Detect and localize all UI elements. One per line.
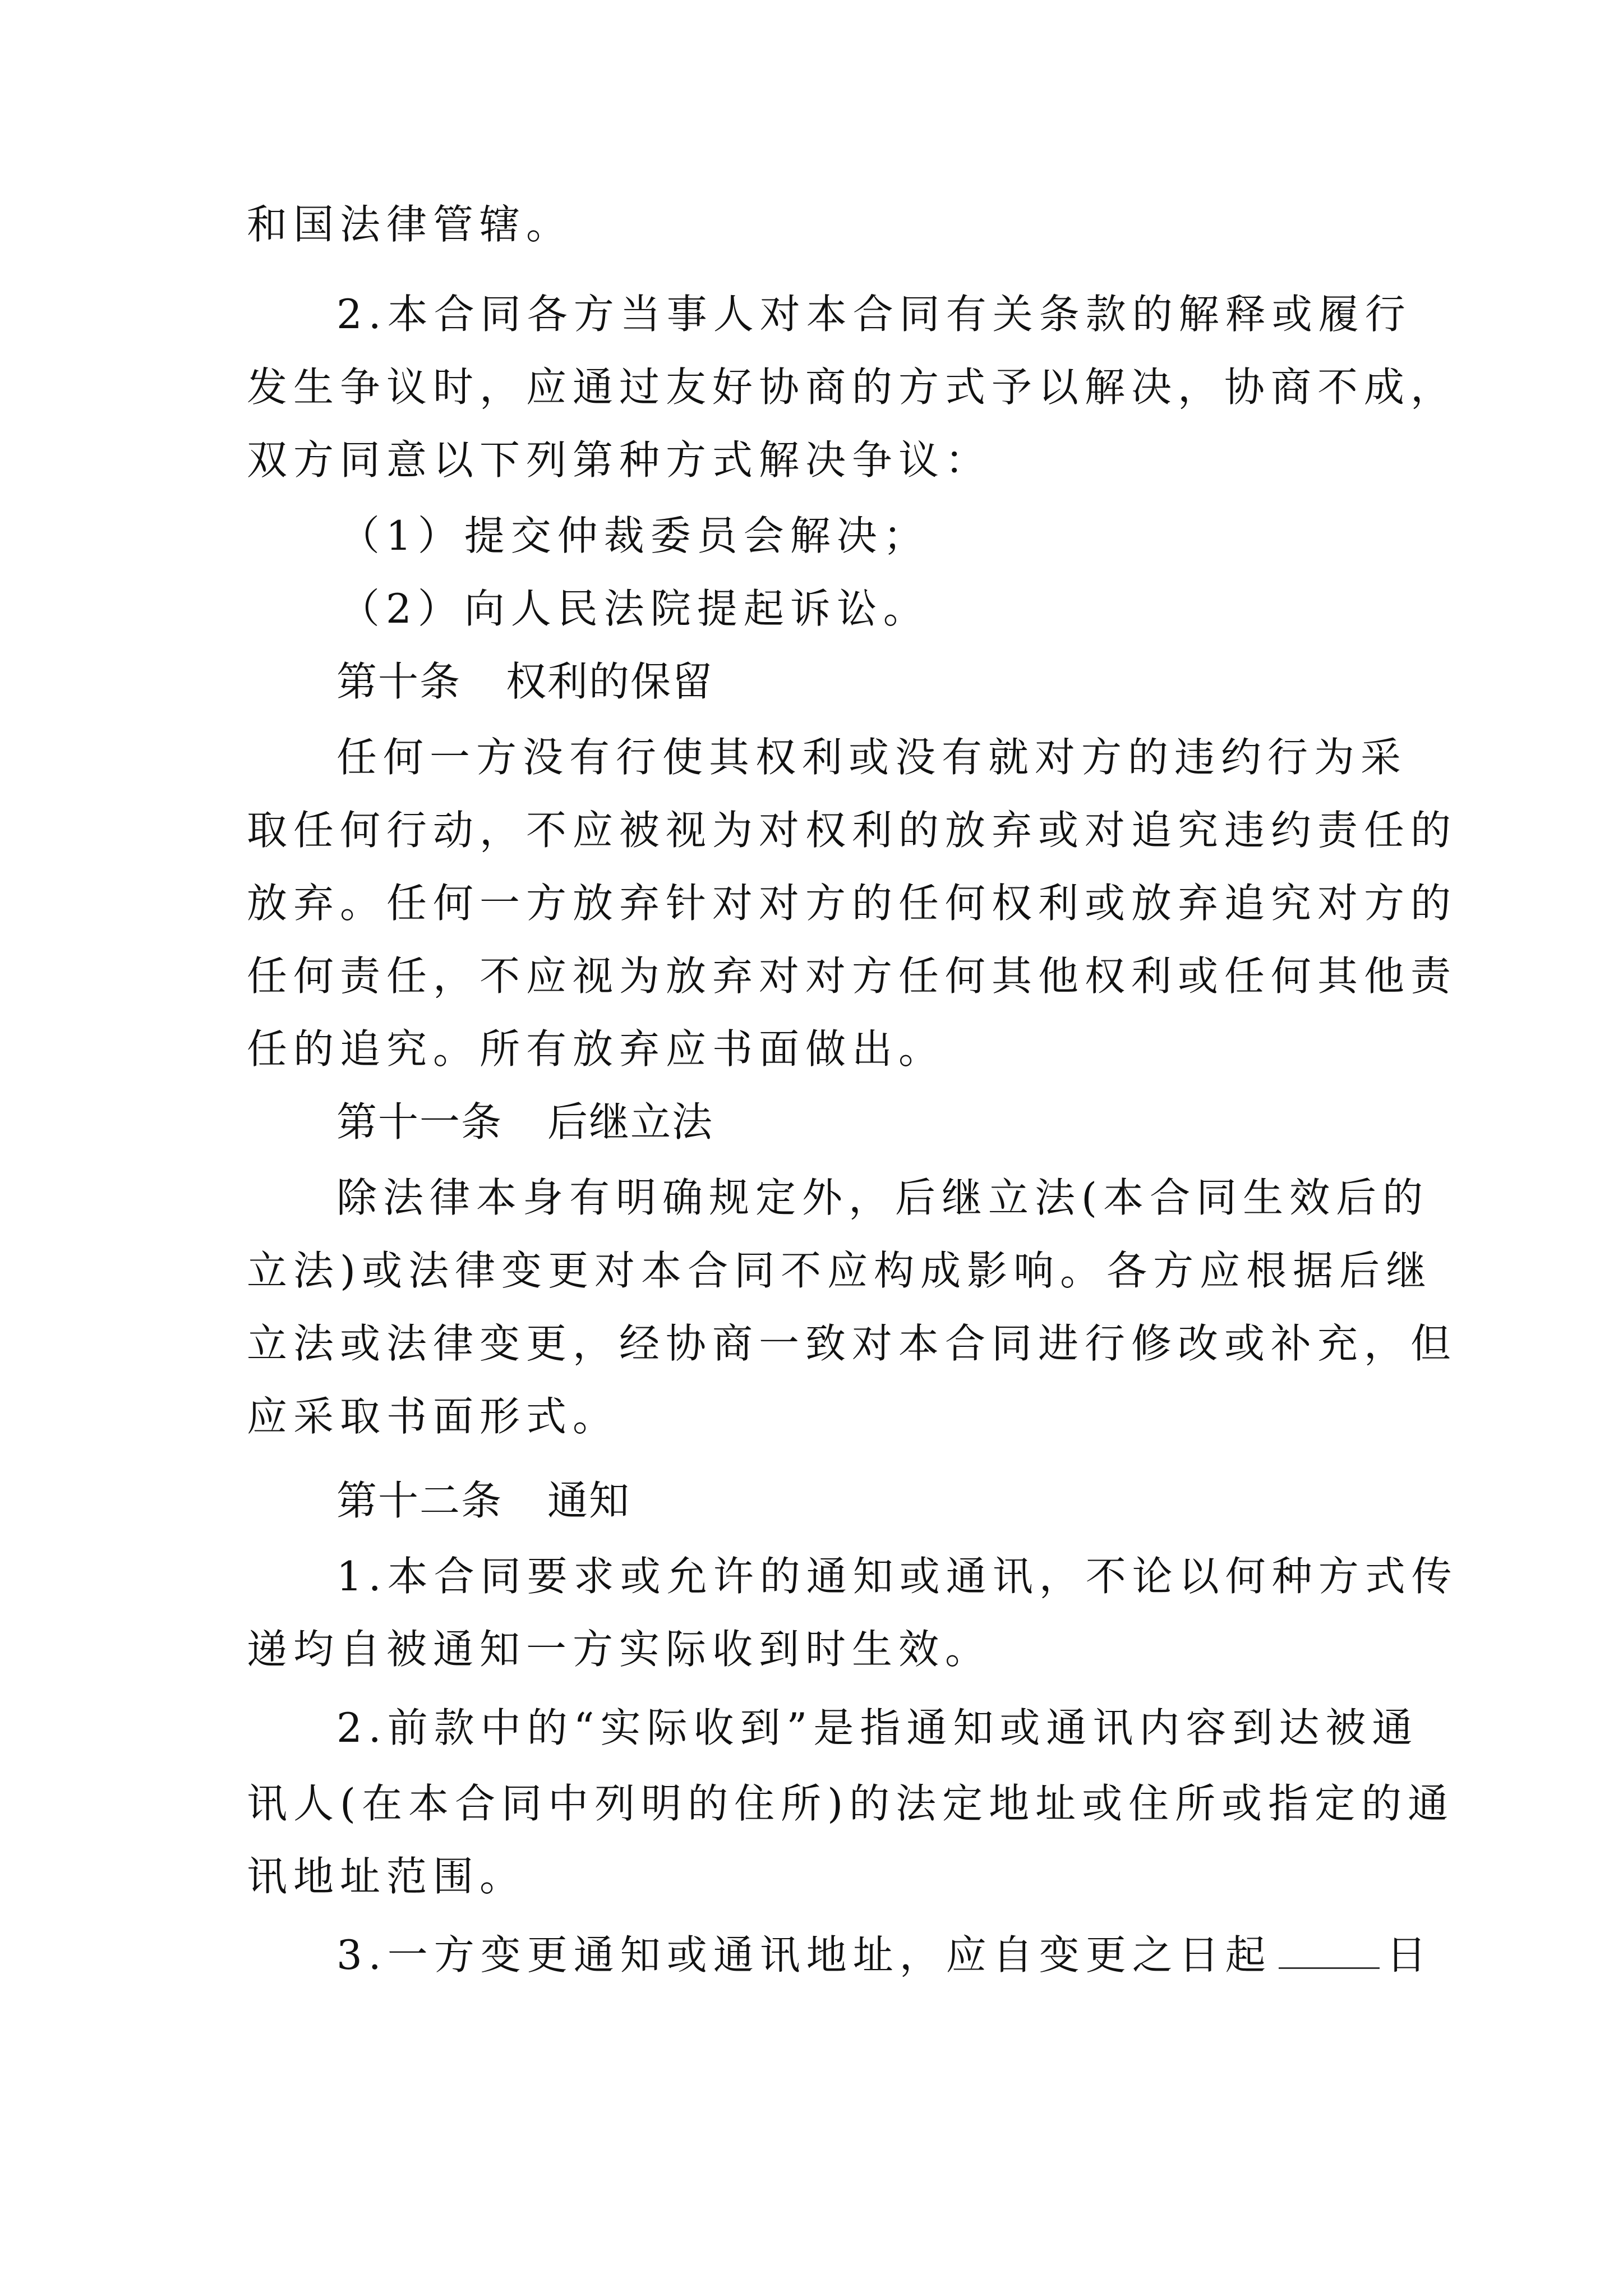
article-10-heading bbox=[336, 654, 713, 710]
body-line: 和国法律管辖。 bbox=[247, 201, 573, 248]
body-line: 双方同意以下列第种方式解决争议： bbox=[247, 436, 992, 484]
fill-in-blank bbox=[1279, 1934, 1380, 1969]
body-line: 递均自被通知一方实际收到时生效。 bbox=[247, 1626, 992, 1673]
body-line: 讯地址范围。 bbox=[247, 1853, 527, 1900]
clause-12-3-text: 3.一方变更通知或通讯地址，应自变更之日起 bbox=[336, 1931, 1272, 1978]
clause-12-3-suffix: 日 bbox=[1386, 1931, 1433, 1978]
body-line: 立法)或法律变更对本合同不应构成影响。各方应根据后继 bbox=[247, 1247, 1433, 1294]
article-11-number: 第十一条 bbox=[336, 1098, 503, 1145]
body-line: 立法或法律变更，经协商一致对本合同进行修改或补充，但 bbox=[247, 1320, 1458, 1367]
body-line: 任何责任，不应视为放弃对对方任何其他权利或任何其他责 bbox=[247, 953, 1458, 1000]
body-line: 任何一方没有行使其权利或没有就对方的违约行为采 bbox=[336, 734, 1408, 781]
body-line: 放弃。任何一方放弃针对对方的任何权利或放弃追究对方的 bbox=[247, 880, 1458, 927]
clause-12-2-line: 2.前款中的“实际收到”是指通知或通讯内容到达被通 bbox=[336, 1704, 1419, 1751]
clause-9-2-line: 2.本合同各方当事人对本合同有关条款的解释或履行 bbox=[336, 291, 1412, 338]
body-line: 发生争议时，应通过友好协商的方式予以解决，协商不成， bbox=[247, 364, 1458, 411]
article-10-title: 权利的保留 bbox=[506, 658, 714, 705]
clause-12-3-line bbox=[336, 1927, 1433, 1983]
body-line: 除法律本身有明确规定外，后继立法(本合同生效后的 bbox=[336, 1174, 1430, 1221]
body-line: 任的追究。所有放弃应书面做出。 bbox=[247, 1025, 946, 1073]
article-11-heading bbox=[336, 1094, 713, 1150]
article-12-heading bbox=[336, 1473, 630, 1529]
body-line: 取任何行动，不应被视为对权利的放弃或对追究违约责任的 bbox=[247, 807, 1458, 854]
clause-12-1-line: 1.本合同要求或允许的通知或通讯，不论以何种方式传 bbox=[336, 1553, 1458, 1600]
body-line: 应采取书面形式。 bbox=[247, 1393, 620, 1440]
article-12-title: 通知 bbox=[547, 1477, 631, 1524]
article-10-number: 第十条 bbox=[336, 658, 462, 705]
option-2-line: （2）向人民法院提起诉讼。 bbox=[339, 585, 930, 632]
article-11-title: 后继立法 bbox=[547, 1098, 714, 1145]
option-1-line: （1）提交仲裁委员会解决； bbox=[339, 512, 930, 559]
body-line: 讯人(在本合同中列明的住所)的法定地址或住所或指定的通 bbox=[247, 1780, 1455, 1827]
article-12-number: 第十二条 bbox=[336, 1477, 503, 1524]
